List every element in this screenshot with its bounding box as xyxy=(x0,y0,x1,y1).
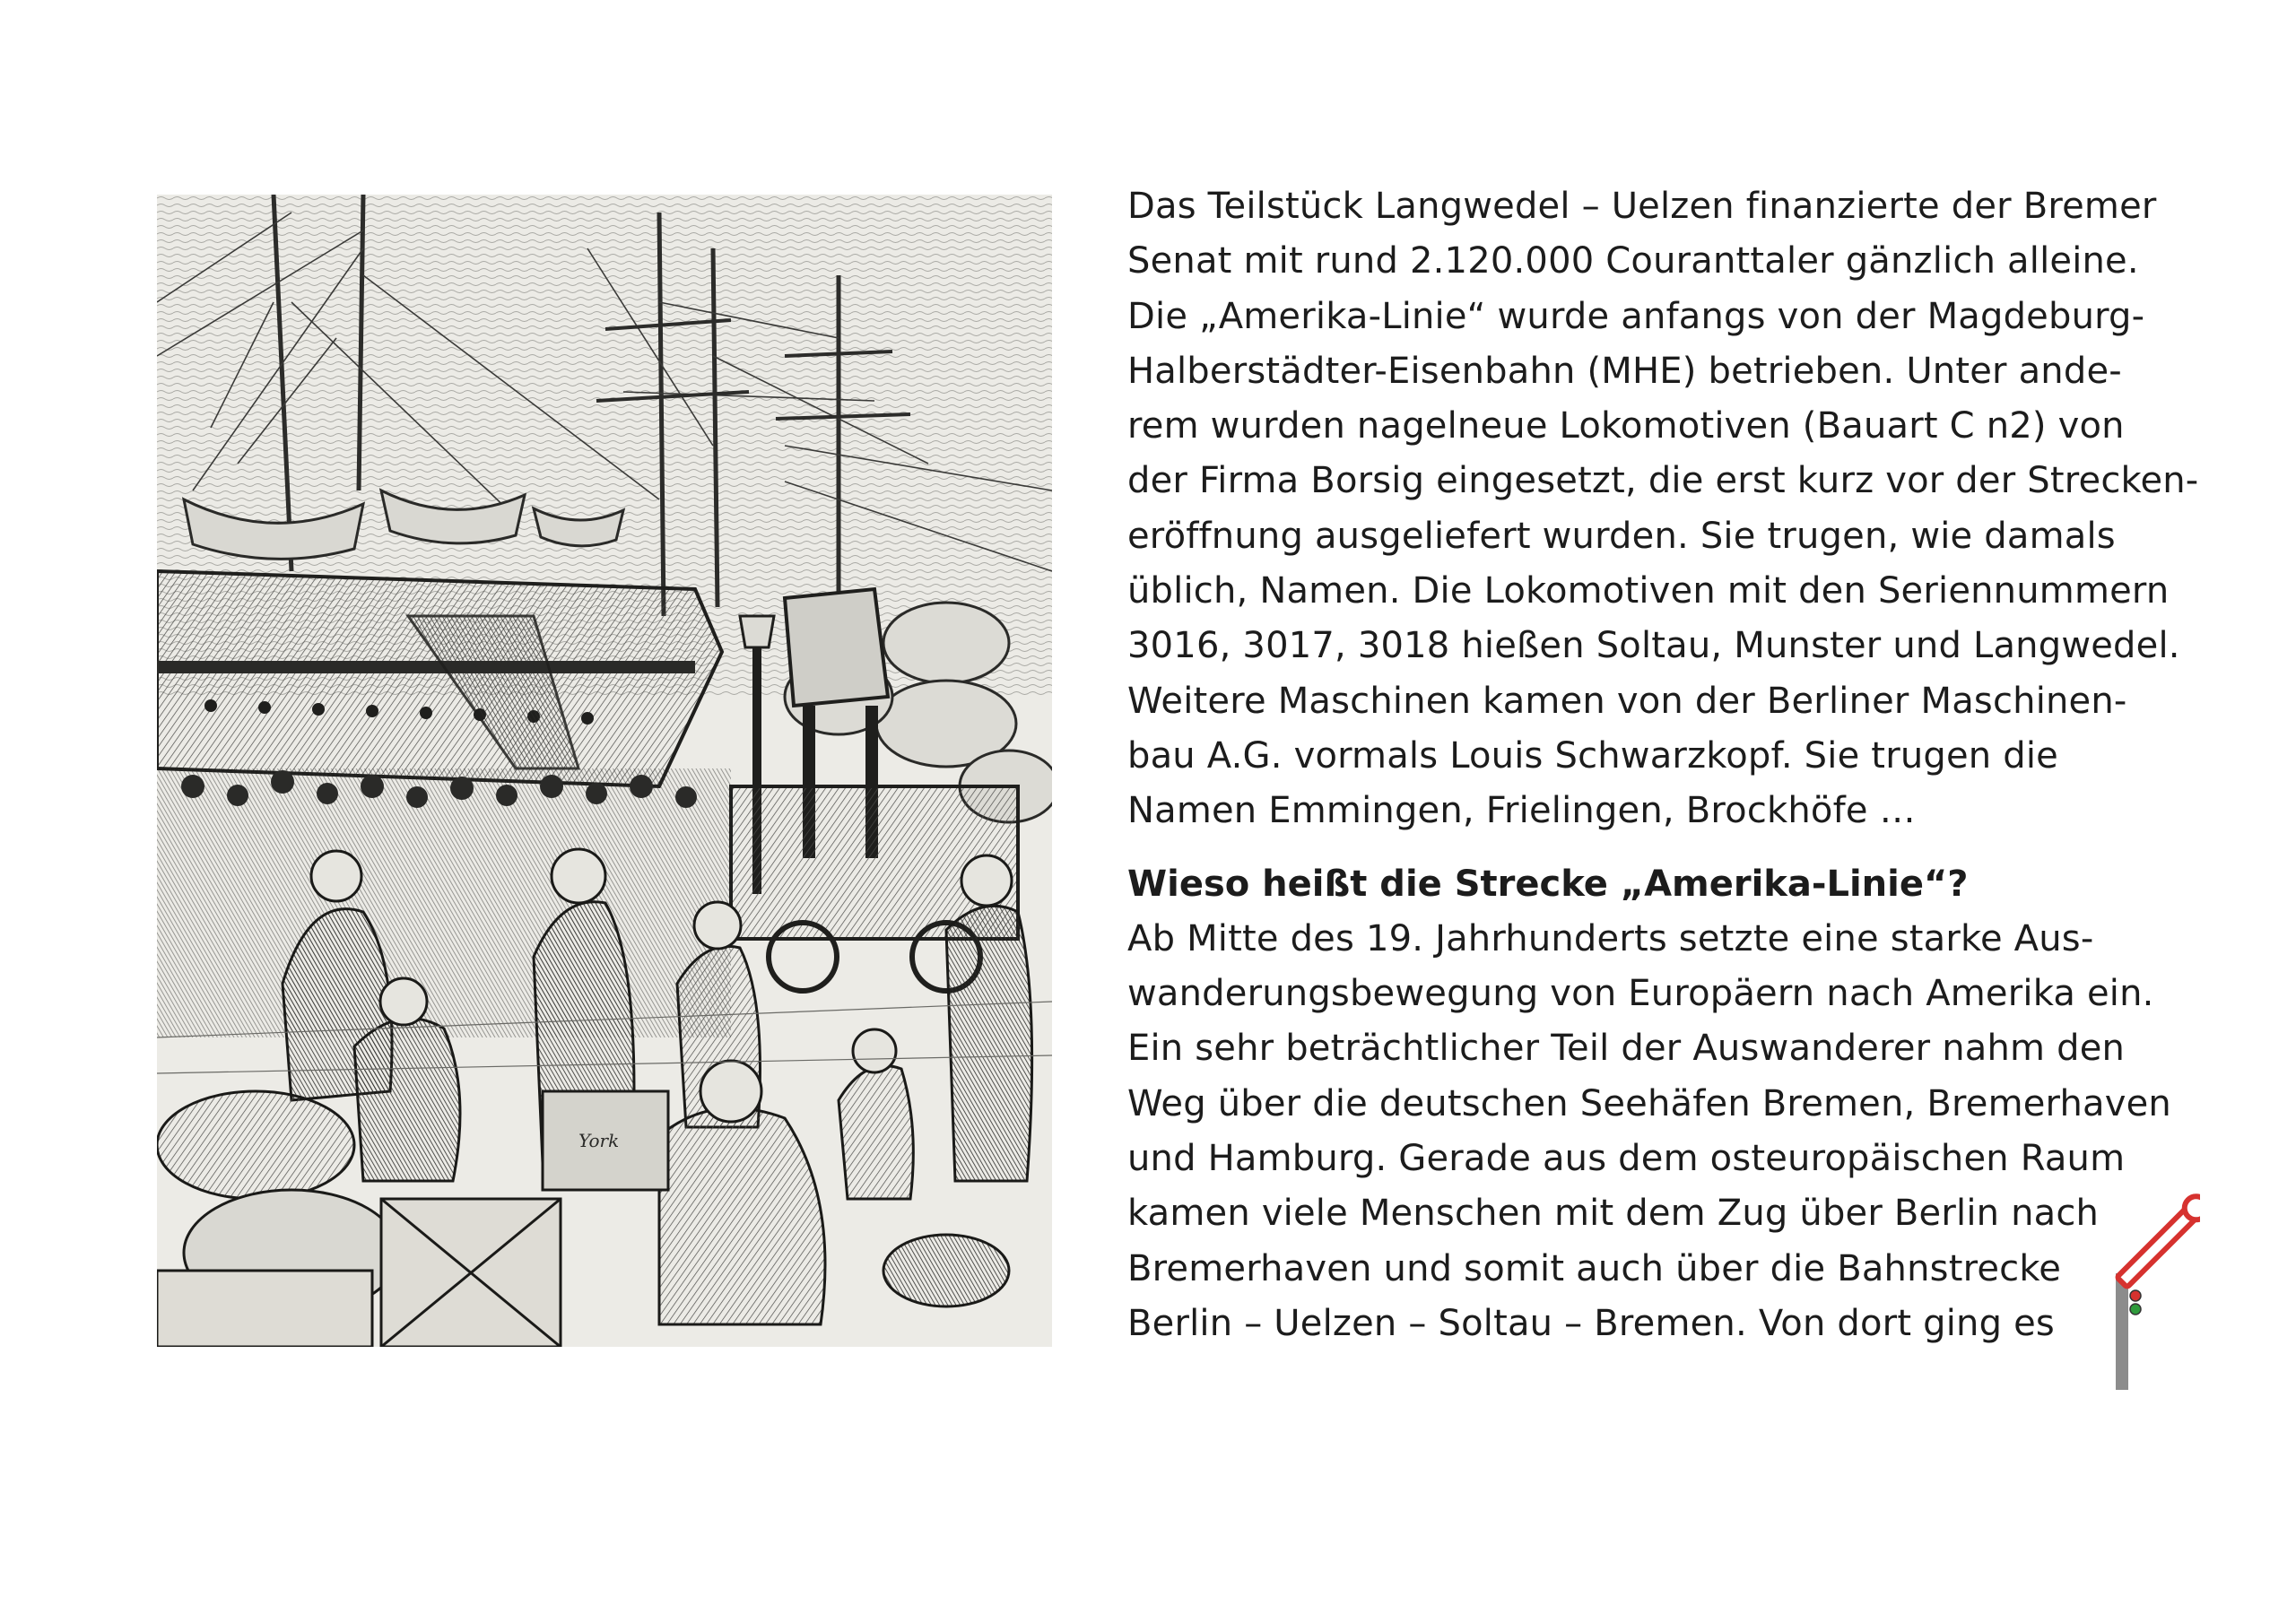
text-line: Berlin – Uelzen – Soltau – Bremen. Von dort ging es xyxy=(1127,1302,2055,1344)
text-line: bau A.G. vormals Louis Schwarzkopf. Sie trugen die xyxy=(1127,734,2058,777)
text-line: Das Teilstück Langwedel – Uelzen finanzierte der Bremer xyxy=(1127,186,2157,227)
text-line: Ein sehr beträchtlicher Teil der Auswanderer nahm den xyxy=(1127,1028,2126,1070)
paragraph-2 xyxy=(1127,912,2204,1351)
paragraph-1 xyxy=(1127,179,2204,839)
article-text xyxy=(1127,179,2204,1351)
text-line: und Hamburg. Gerade aus dem osteuropäischen Raum xyxy=(1127,1138,2126,1180)
text-line: kamen viele Menschen mit dem Zug über Berlin nach xyxy=(1127,1193,2100,1235)
text-line: Die „Amerika-Linie“ wurde anfangs von der Magdeburg- xyxy=(1127,295,2145,337)
text-line: Namen Emmingen, Frielingen, Brockhöfe … xyxy=(1127,790,1916,832)
text-line: Weg über die deutschen Seehäfen Bremen, Bremerhaven xyxy=(1127,1082,2171,1124)
text-line: der Firma Borsig eingesetzt, die erst kurz vor der Strecken- xyxy=(1127,460,2199,502)
text-line: üblich, Namen. Die Lokomotiven mit den Seriennummern xyxy=(1127,570,2170,612)
text-line: eröffnung ausgeliefert wurden. Sie trugen, wie damals xyxy=(1127,515,2116,557)
text-line: Ab Mitte des 19. Jahrhunderts setzte eine starke Aus- xyxy=(1127,917,2094,959)
illustration-signature: York xyxy=(578,1130,620,1151)
railway-semaphore-signal-icon xyxy=(2092,1193,2200,1390)
text-line: Senat mit rund 2.120.000 Couranttaler gänzlich alleine. xyxy=(1127,240,2139,282)
harbor-emigrants-engraving xyxy=(157,195,1052,1347)
text-line: 3016, 3017, 3018 hießen Soltau, Munster und Langwedel. xyxy=(1127,625,2180,667)
text-line: wanderungsbewegung von Europäern nach Amerika ein. xyxy=(1127,973,2154,1015)
section-heading: Wieso heißt die Strecke „Amerika-Linie“? xyxy=(1127,863,1969,905)
text-line: Weitere Maschinen kamen von der Berliner Maschinen- xyxy=(1127,680,2127,722)
text-line: rem wurden nagelneue Lokomotiven (Bauart C n2) von xyxy=(1127,405,2125,447)
text-line: Bremerhaven und somit auch über die Bahnstrecke xyxy=(1127,1247,2062,1289)
text-line: Halberstädter-Eisenbahn (MHE) betrieben. Unter ande- xyxy=(1127,350,2122,392)
